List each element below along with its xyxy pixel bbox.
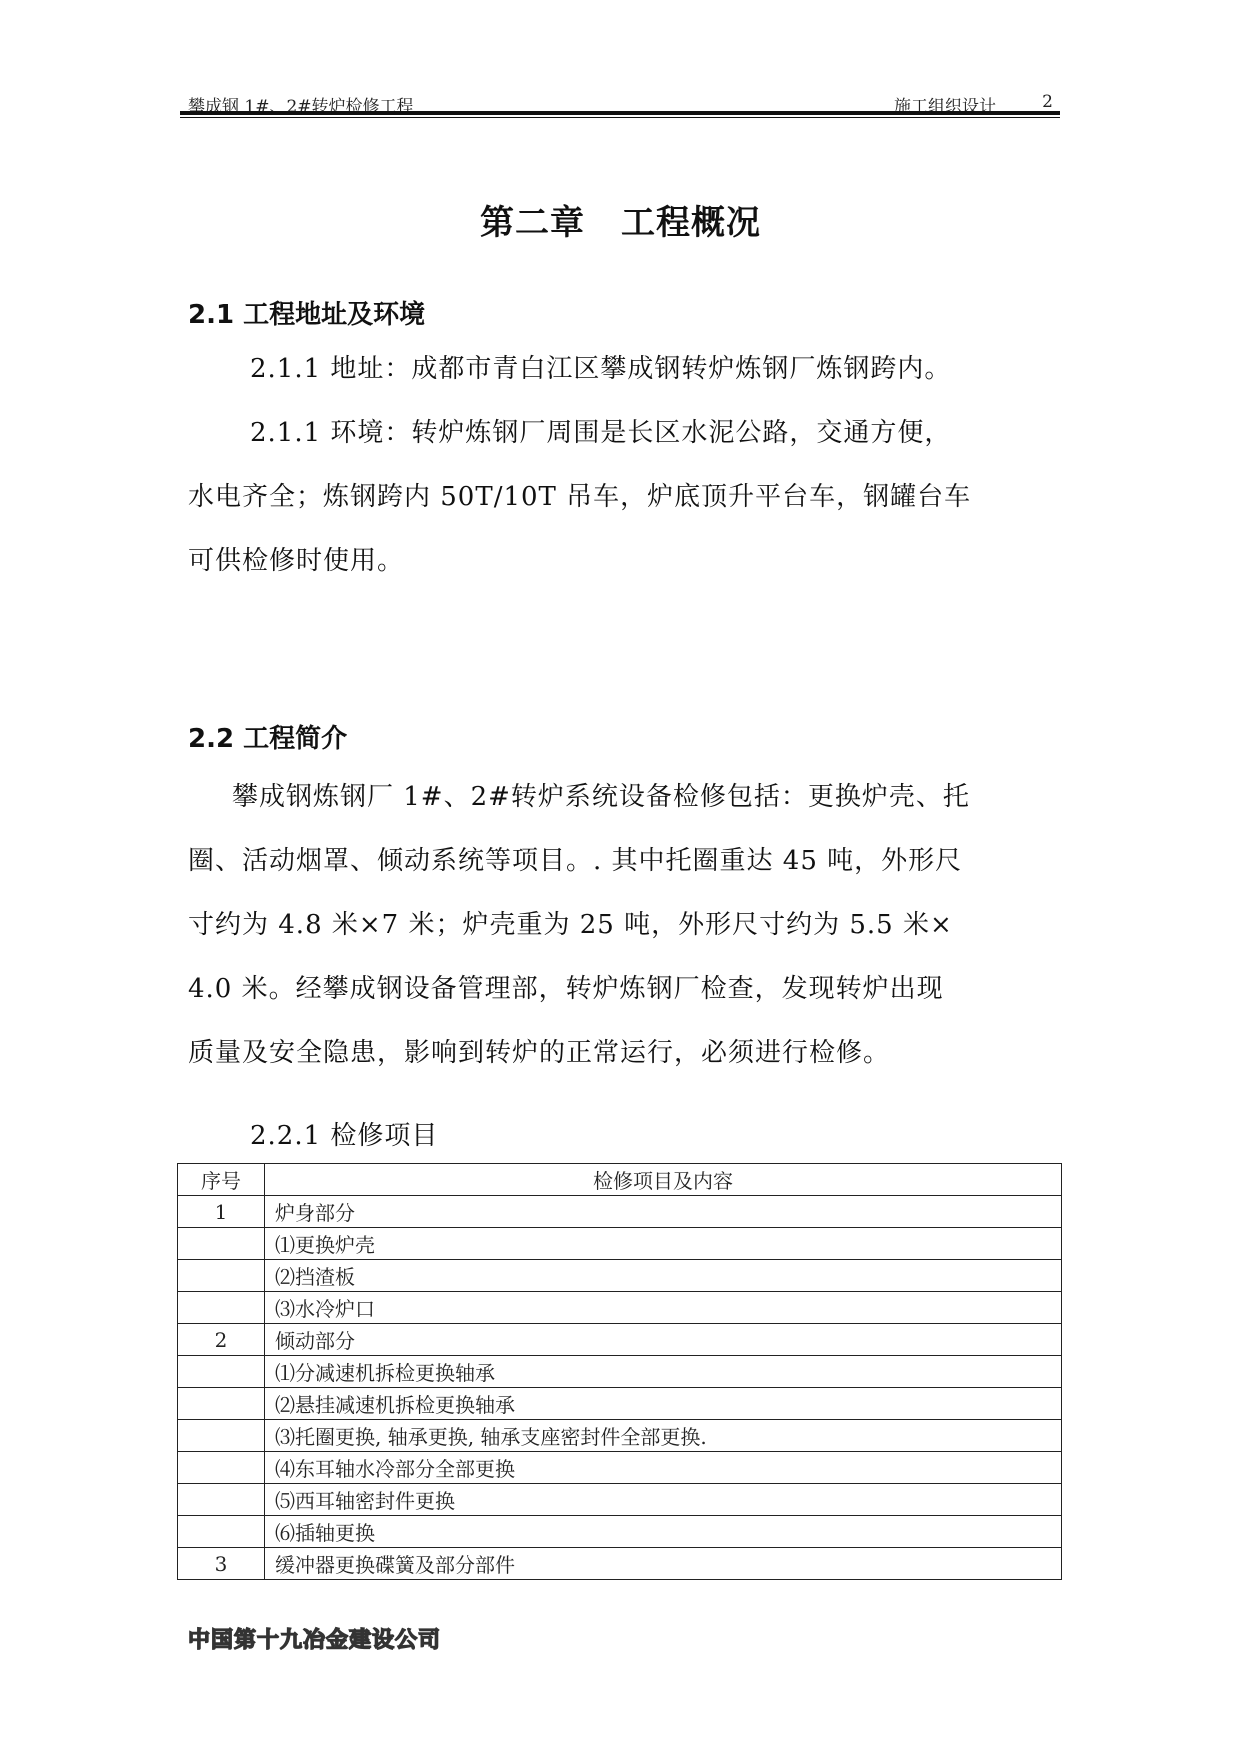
environment-line-3: 可供检修时使用。 xyxy=(188,546,405,576)
header-doc-type: 施工组织设计 xyxy=(894,97,996,117)
chapter-title xyxy=(0,195,1241,244)
row-content-cell: 倾动部分 xyxy=(265,1324,1062,1356)
maintenance-items-table xyxy=(177,1163,1062,1580)
chapter-number: 第二章 xyxy=(480,203,585,243)
section-heading-2-2: 2.2 工程简介 xyxy=(188,724,348,754)
row-content-cell: ⑸西耳轴密封件更换 xyxy=(265,1484,1062,1516)
environment-line-2: 水电齐全；炼钢跨内 50T/10T 吊车，炉底顶升平台车，钢罐台车 xyxy=(188,482,972,512)
table-row xyxy=(178,1260,1062,1292)
table-row xyxy=(178,1196,1062,1228)
section-2-2-body xyxy=(188,765,1068,1085)
row-content-cell: ⑶托圈更换, 轴承更换, 轴承支座密封件全部更换. xyxy=(265,1420,1062,1452)
header-rule-thick xyxy=(180,111,1060,115)
company-logo-text: 中国第十九冶金建设公司 xyxy=(188,1628,442,1653)
row-number-cell xyxy=(178,1260,265,1292)
page-header xyxy=(178,84,1061,117)
header-cell-content: 检修项目及内容 xyxy=(265,1164,1062,1196)
table-row xyxy=(178,1420,1062,1452)
row-content-cell: ⑶水冷炉口 xyxy=(265,1292,1062,1324)
header-cell-no: 序号 xyxy=(178,1164,265,1196)
header-page-number: 2 xyxy=(1042,92,1053,112)
row-content-cell: ⑷东耳轴水冷部分全部更换 xyxy=(265,1452,1062,1484)
row-content-cell: ⑵悬挂减速机拆检更换轴承 xyxy=(265,1388,1062,1420)
chapter-name: 工程概况 xyxy=(621,203,761,243)
table-header-row xyxy=(178,1164,1062,1196)
table-row xyxy=(178,1516,1062,1548)
row-number-cell xyxy=(178,1292,265,1324)
row-number-cell xyxy=(178,1420,265,1452)
section-2-1-body xyxy=(188,337,1068,593)
table-row xyxy=(178,1452,1062,1484)
row-number-cell: 1 xyxy=(178,1196,265,1228)
table-row xyxy=(178,1484,1062,1516)
header-rule-thin xyxy=(180,117,1060,118)
table-row xyxy=(178,1228,1062,1260)
address-paragraph: 2.1.1 地址：成都市青白江区攀成钢转炉炼钢厂炼钢跨内。 xyxy=(250,354,952,384)
table-body xyxy=(178,1196,1062,1580)
row-number-cell xyxy=(178,1388,265,1420)
intro-line-4: 4.0 米。经攀成钢设备管理部，转炉炼钢厂检查，发现转炉出现 xyxy=(188,974,944,1004)
row-content-cell: 缓冲器更换碟簧及部分部件 xyxy=(265,1548,1062,1580)
row-content-cell: ⑴分减速机拆检更换轴承 xyxy=(265,1356,1062,1388)
table-row xyxy=(178,1356,1062,1388)
intro-line-3: 寸约为 4.8 米×7 米；炉壳重为 25 吨，外形尺寸约为 5.5 米× xyxy=(188,910,953,940)
table-row xyxy=(178,1388,1062,1420)
row-content-cell: ⑹插轴更换 xyxy=(265,1516,1062,1548)
header-project-name: 攀成钢 1#、2#转炉检修工程 xyxy=(188,97,414,117)
row-number-cell xyxy=(178,1484,265,1516)
environment-line-1: 2.1.1 环境：转炉炼钢厂周围是长区水泥公路，交通方便， xyxy=(250,418,952,448)
section-heading-2-1: 2.1 工程地址及环境 xyxy=(188,300,426,330)
row-number-cell xyxy=(178,1516,265,1548)
table-row xyxy=(178,1324,1062,1356)
row-number-cell xyxy=(178,1452,265,1484)
row-content-cell: 炉身部分 xyxy=(265,1196,1062,1228)
row-content-cell: ⑴更换炉壳 xyxy=(265,1228,1062,1260)
subsection-2-2-1: 2.2.1 检修项目 xyxy=(250,1121,439,1151)
row-number-cell: 3 xyxy=(178,1548,265,1580)
table-row xyxy=(178,1548,1062,1580)
intro-line-5: 质量及安全隐患，影响到转炉的正常运行，必须进行检修。 xyxy=(188,1038,891,1068)
intro-line-2: 圈、活动烟罩、倾动系统等项目。. 其中托圈重达 45 吨，外形尺 xyxy=(188,846,963,876)
table-row xyxy=(178,1292,1062,1324)
row-number-cell: 2 xyxy=(178,1324,265,1356)
intro-line-1: 攀成钢炼钢厂 1#、2#转炉系统设备检修包括：更换炉壳、托 xyxy=(232,782,970,812)
row-number-cell xyxy=(178,1356,265,1388)
row-content-cell: ⑵挡渣板 xyxy=(265,1260,1062,1292)
row-number-cell xyxy=(178,1228,265,1260)
